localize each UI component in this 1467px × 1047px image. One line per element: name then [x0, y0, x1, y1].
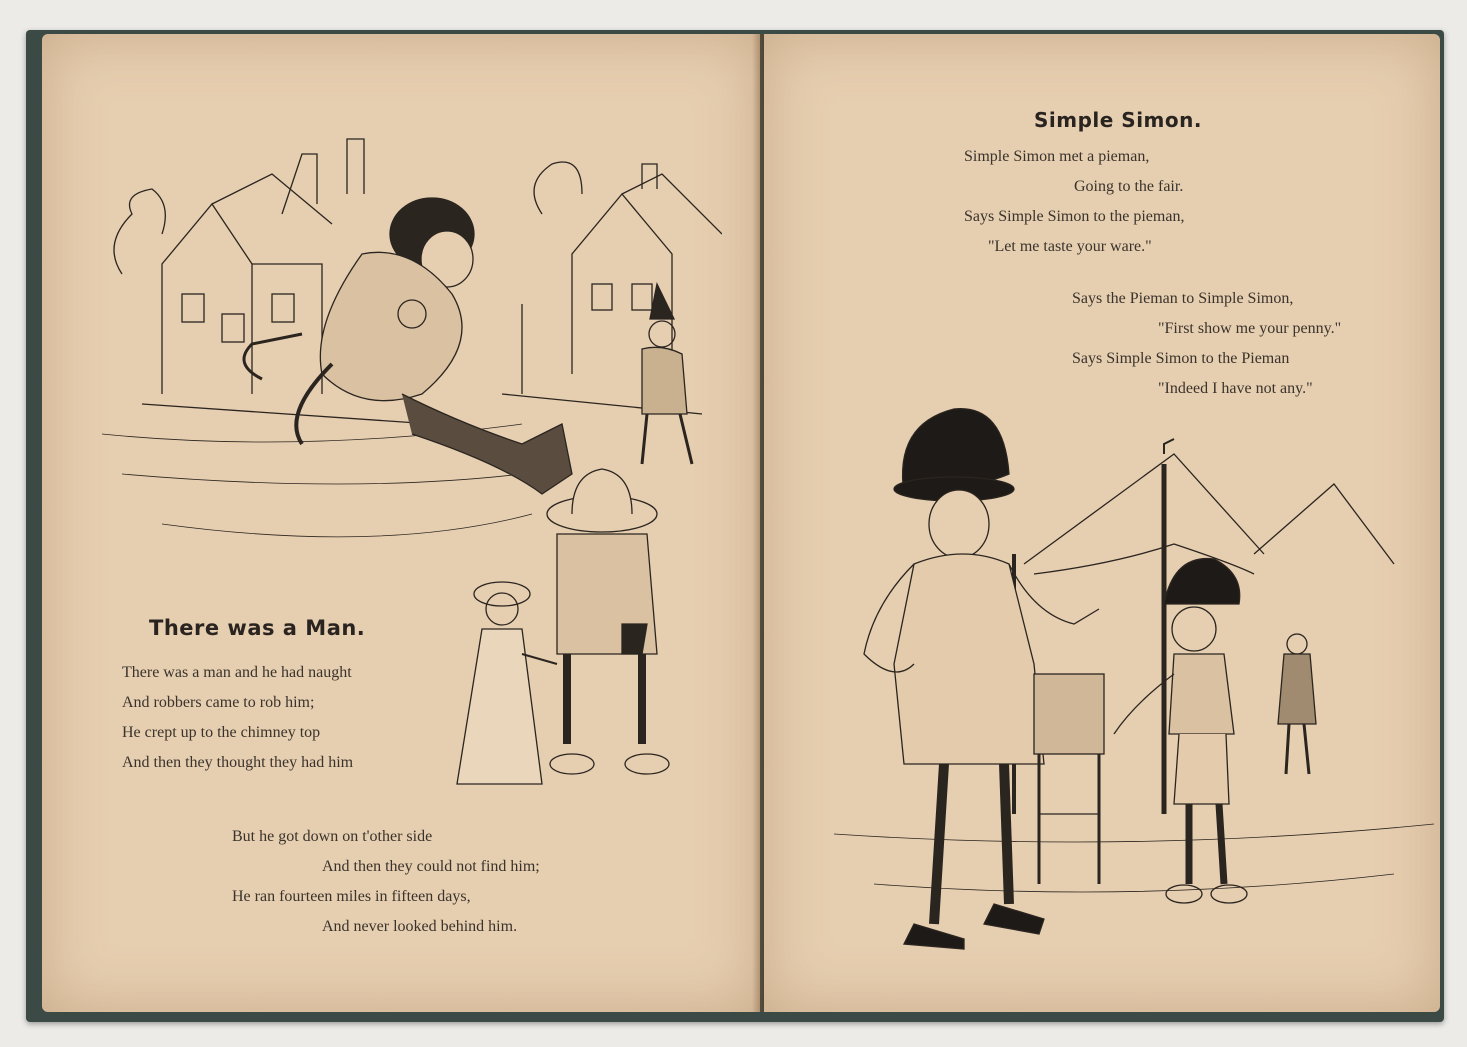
verse-line: Simple Simon met a pieman,: [964, 148, 1150, 165]
left-page-title: There was a Man.: [149, 616, 366, 640]
right-page: [764, 34, 1440, 1012]
verse-line: "Indeed I have not any.": [1158, 380, 1313, 397]
left-stanza-1: [122, 658, 353, 778]
verse-line: But he got down on t'other side: [232, 828, 433, 845]
verse-line: Says the Pieman to Simple Simon,: [1072, 290, 1294, 307]
verse-line: And never looked behind him.: [322, 918, 518, 935]
left-stanza-2: [232, 822, 540, 942]
verse-line: And then they could not find him;: [322, 858, 540, 875]
verse-line: And then they thought they had him: [122, 754, 354, 771]
verse-line: Says Simple Simon to the pieman,: [964, 208, 1185, 225]
verse-line: "First show me your penny.": [1158, 320, 1342, 337]
left-page: [42, 34, 760, 1012]
right-page-title: Simple Simon.: [1034, 108, 1202, 132]
verse-line: Going to the fair.: [1074, 178, 1184, 195]
verse-line: He crept up to the chimney top: [122, 724, 321, 741]
verse-line: He ran fourteen miles in fifteen days,: [232, 888, 471, 905]
verse-line: Says Simple Simon to the Pieman: [1072, 350, 1290, 367]
verse-line: "Let me taste your ware.": [988, 238, 1152, 255]
right-stanza-1: [964, 142, 1184, 262]
verse-line: There was a man and he had naught: [122, 664, 352, 681]
verse-line: And robbers came to rob him;: [122, 694, 315, 711]
pieman-and-simon-illustration: [834, 364, 1434, 964]
